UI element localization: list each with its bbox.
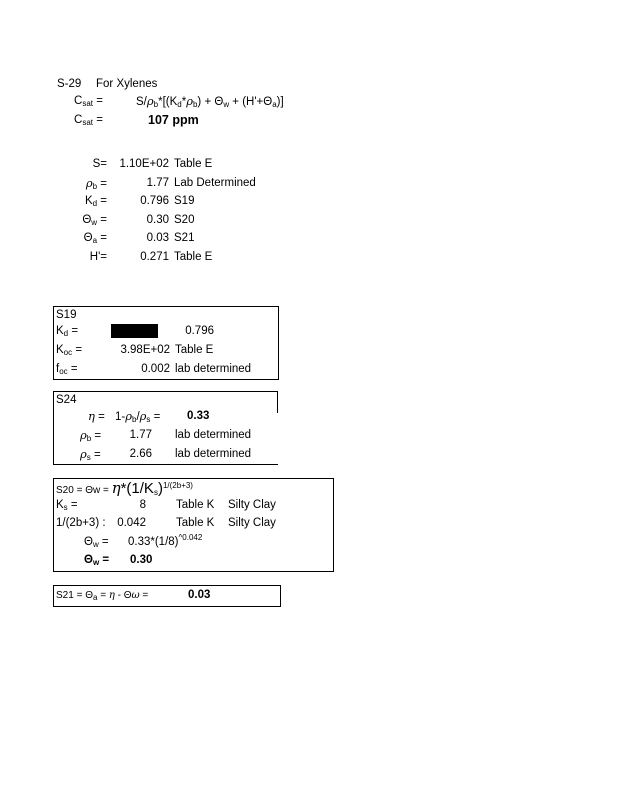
row-label: $K_{oc}$ = — [56, 344, 83, 357]
row-value: 0.002 — [141, 363, 170, 375]
s24-box — [53, 391, 278, 465]
table-row — [54, 322, 278, 341]
table-row — [54, 514, 333, 533]
s21-formula: $S21 = \Theta_a = \eta - \Theta\omega$ = — [56, 590, 149, 602]
parameter-source: Table E — [174, 250, 213, 263]
parameter-source: Lab Determined — [174, 176, 256, 189]
s21-box — [53, 585, 281, 607]
parameter-label: $\Theta_w$ = — [82, 213, 107, 227]
eta-value: 0.33 — [187, 410, 210, 422]
csat-result-label: $C_{sat}$ = — [74, 114, 103, 127]
row-label: $\rho_b$ = — [80, 428, 102, 443]
parameter-value: 1.77 — [146, 176, 169, 189]
row-source: lab determined — [175, 448, 252, 460]
s21-value: 0.03 — [188, 589, 211, 601]
row-label: $K_d$ = — [56, 325, 79, 338]
parameter-value: 1.10E+02 — [119, 158, 169, 170]
theta-w-calc-expression: $0.33*(1/8)^{\^{}0.042}$ — [128, 533, 203, 548]
row-label: $K_s$ = — [56, 499, 78, 512]
eta-label: η = — [88, 409, 105, 423]
row-label: $f_{oc}$ = — [56, 363, 78, 376]
s19-title: S19 — [56, 309, 77, 321]
parameter-value: 0.271 — [140, 250, 169, 263]
row-value: 0.796 — [185, 325, 214, 337]
parameter-source: S21 — [174, 232, 195, 244]
row-source: Table K — [176, 517, 215, 529]
parameter-value: 0.30 — [146, 213, 169, 226]
s20-box — [53, 478, 334, 572]
theta-w-result-value: 0.30 — [130, 554, 153, 566]
section-id: S-29 — [57, 78, 82, 90]
parameter-source: S20 — [174, 213, 195, 226]
eta-expression: $1-\rho_b/\rho_s$ = — [115, 409, 161, 424]
table-row — [54, 426, 278, 445]
row-value: 3.98E+02 — [120, 344, 170, 356]
parameter-label: $K_d$ = — [84, 195, 107, 208]
csat-formula-label: $C_{sat}$ = — [74, 95, 103, 108]
csat-formula-expression: $S/\rho_b*[(K_d*\rho_b) + \Theta_w + (H'+\Theta_a)]$ — [136, 94, 284, 109]
theta-w-result-label: $\Theta_w$ = — [84, 554, 110, 567]
s20-title: $S20 = \Theta w = \eta*(1/K_s)^{1/(2b+3)}$ — [56, 479, 193, 497]
s19-box — [53, 306, 279, 380]
row-value: 1.77 — [129, 429, 152, 441]
row-value: 0.042 — [117, 517, 146, 529]
parameter-source: Table E — [174, 158, 213, 170]
parameter-label: H'= — [89, 250, 107, 263]
table-row — [54, 341, 278, 360]
parameter-label: S= — [92, 158, 107, 170]
csat-result-value: 107 ppm — [148, 113, 199, 127]
table-row — [54, 496, 333, 515]
row-label: 1/(2b+3) : — [56, 517, 106, 529]
parameter-label: $\rho_b$ = — [85, 175, 107, 191]
row-source: Table K — [176, 499, 215, 511]
parameter-label: $\Theta_a$ = — [83, 232, 107, 245]
row-source: lab determined — [175, 363, 252, 375]
theta-w-calc-label: $\Theta_w$ = — [84, 536, 109, 549]
row-label: $\rho_s$ = — [80, 447, 101, 462]
row-source: Table E — [175, 344, 214, 356]
parameter-source: S19 — [174, 195, 195, 207]
parameter-value: 0.796 — [140, 195, 169, 207]
parameter-value: 0.03 — [146, 232, 169, 244]
table-row — [54, 445, 278, 464]
row-value: 8 — [139, 499, 146, 511]
section-title: For Xylenes — [96, 78, 158, 90]
row-source: lab determined — [175, 429, 252, 441]
row-soil-type: Silty Clay — [228, 517, 276, 529]
s24-title: S24 — [56, 394, 77, 406]
table-row — [54, 360, 278, 379]
row-soil-type: Silty Clay — [228, 499, 276, 511]
s24-box-edge — [277, 391, 278, 413]
row-value: 2.66 — [129, 448, 152, 460]
